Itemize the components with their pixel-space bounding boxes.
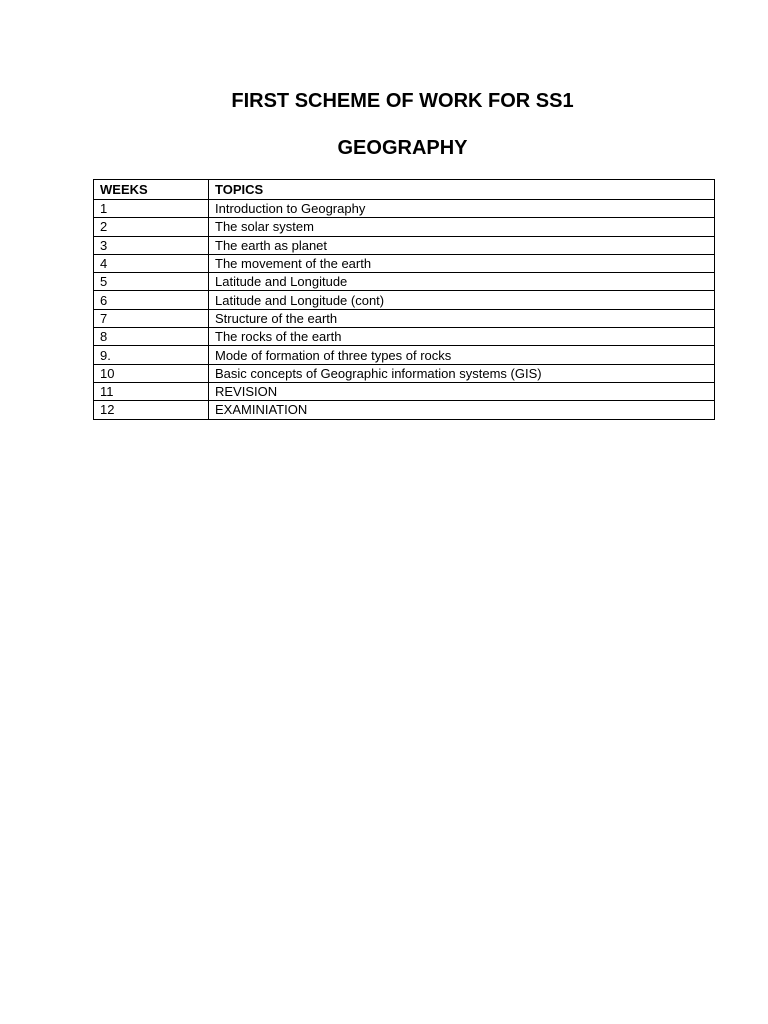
week-cell: 9. xyxy=(94,346,209,364)
topic-cell: Basic concepts of Geographic information systems (GIS) xyxy=(209,364,715,382)
table-row xyxy=(94,309,715,327)
topic-cell: REVISION xyxy=(209,382,715,400)
table-row xyxy=(94,236,715,254)
table-row xyxy=(94,254,715,272)
topic-cell: The movement of the earth xyxy=(209,254,715,272)
topic-cell: The rocks of the earth xyxy=(209,328,715,346)
topic-cell: Structure of the earth xyxy=(209,309,715,327)
week-cell: 12 xyxy=(94,401,209,419)
table-header-row xyxy=(94,180,715,200)
week-cell: 2 xyxy=(94,218,209,236)
document-title: FIRST SCHEME OF WORK FOR SS1 xyxy=(231,90,574,112)
table-row xyxy=(94,382,715,400)
week-cell: 5 xyxy=(94,273,209,291)
topic-cell: The earth as planet xyxy=(209,236,715,254)
topic-cell: Mode of formation of three types of rocks xyxy=(209,346,715,364)
topic-cell: EXAMINIATION xyxy=(209,401,715,419)
week-cell: 1 xyxy=(94,200,209,218)
topic-cell: Latitude and Longitude xyxy=(209,273,715,291)
week-cell: 10 xyxy=(94,364,209,382)
week-cell: 8 xyxy=(94,328,209,346)
topic-cell: Latitude and Longitude (cont) xyxy=(209,291,715,309)
week-cell: 6 xyxy=(94,291,209,309)
table-row xyxy=(94,218,715,236)
table-row xyxy=(94,364,715,382)
table-row xyxy=(94,273,715,291)
week-cell: 7 xyxy=(94,309,209,327)
table-row xyxy=(94,328,715,346)
topics-header: TOPICS xyxy=(209,180,715,200)
table-row xyxy=(94,401,715,419)
table-row xyxy=(94,200,715,218)
week-cell: 11 xyxy=(94,382,209,400)
topic-cell: The solar system xyxy=(209,218,715,236)
week-cell: 4 xyxy=(94,254,209,272)
week-cell: 3 xyxy=(94,236,209,254)
table-row xyxy=(94,291,715,309)
subject-heading: GEOGRAPHY xyxy=(337,137,468,159)
table-row xyxy=(94,346,715,364)
topic-cell: Introduction to Geography xyxy=(209,200,715,218)
weeks-header: WEEKS xyxy=(94,180,209,200)
scheme-of-work-table xyxy=(93,179,715,420)
